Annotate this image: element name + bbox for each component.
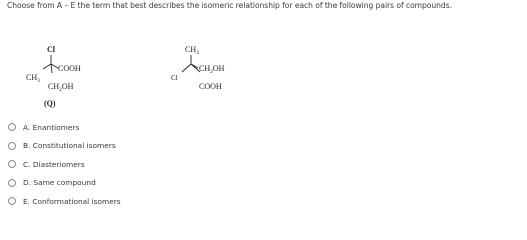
radio-c[interactable] [8,160,16,168]
radio-a[interactable] [8,123,16,131]
left-right-group: COOH [58,64,81,73]
right-bond-left [182,64,191,72]
question-text: Choose from A – E the term that best describes the isomeric relationship for each of the following pairs of compounds. [7,1,452,10]
right-bottom-group: COOH [199,82,222,91]
option-e[interactable] [8,192,121,211]
left-left-group: $CH_3$ [26,73,40,84]
molecule-left [26,45,81,93]
left-bond-left [43,64,51,69]
left-bond-down [51,64,52,73]
left-bottom-group: $CH_2OH$ [48,82,74,93]
option-b-label[interactable]: B. Constitutional isomers [23,141,116,151]
molecule-right [171,45,225,91]
left-bond-right [51,64,58,68]
option-c[interactable] [8,155,121,174]
option-a-label[interactable]: A. Enantiomers [23,122,80,132]
left-top-group: Cl [47,45,55,54]
right-left-group: Cl [171,74,178,82]
radio-d[interactable] [8,179,16,187]
right-right-group: $CH_2OH$ [199,64,225,75]
option-b[interactable] [8,137,121,156]
option-a[interactable] [8,118,121,137]
option-d-label[interactable]: D. Same compound [23,178,96,188]
option-e-label[interactable]: E. Conformational isomers [23,196,121,206]
right-top-group: $CH_3$ [185,45,199,56]
pair-label: (Q) [44,99,56,108]
answer-options [8,118,121,211]
option-c-label[interactable]: C. Diasteriomers [23,159,85,169]
radio-e[interactable] [8,197,16,205]
radio-b[interactable] [8,142,16,150]
option-d[interactable] [8,174,121,193]
structures-figure [0,0,527,110]
